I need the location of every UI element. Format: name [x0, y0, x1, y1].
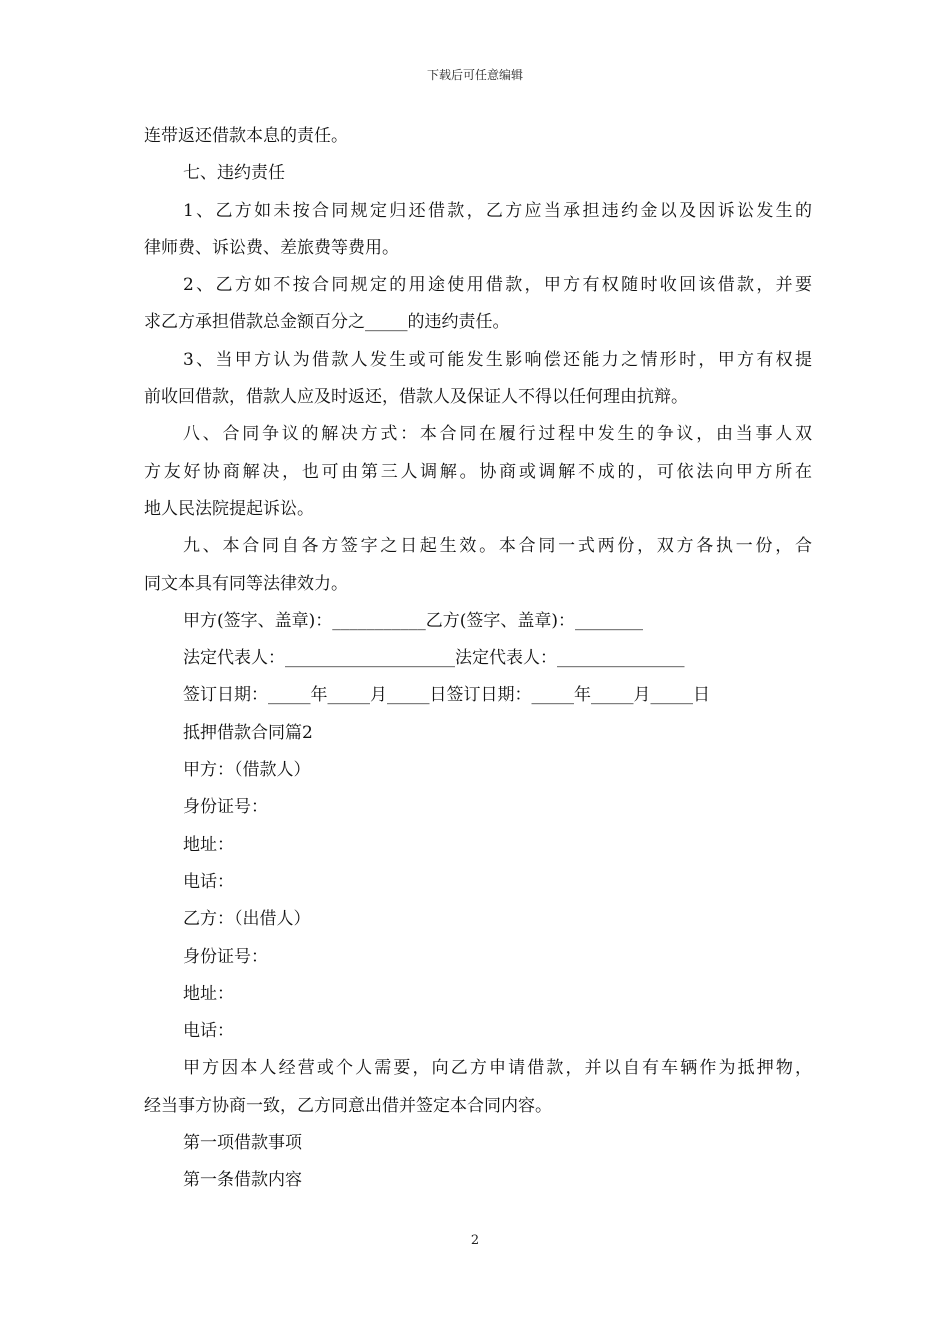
document-body	[144, 118, 812, 1200]
page-number: 2	[470, 1233, 480, 1248]
page-header: 下载后可任意编辑	[426, 68, 523, 82]
phone-label: 电话：	[183, 1021, 234, 1042]
section-heading: 第一项借款事项	[183, 1133, 302, 1154]
section-heading: 七、违约责任	[183, 163, 285, 184]
paragraph-line: 3、当甲方认为借款人发生或可能发生影响偿还能力之情形时，甲方有权提	[183, 349, 812, 370]
paragraph-line: 八、合同争议的解决方式：本合同在履行过程中发生的争议，由当事人双	[183, 424, 812, 445]
paragraph-line: 甲方因本人经营或个人需要，向乙方申请借款，并以自有车辆作为抵押物，	[183, 1058, 812, 1079]
paragraph-line: 方友好协商解决，也可由第三人调解。协商或调解不成的，可依法向甲方所在	[144, 461, 812, 482]
paragraph-line: 九、本合同自各方签字之日起生效。本合同一式两份，双方各执一份，合	[183, 536, 812, 557]
paragraph-line: 同文本具有同等法律效力。	[144, 573, 348, 594]
article-heading: 第一条借款内容	[183, 1170, 302, 1191]
representative-line: 法定代表人：____________________法定代表人：_______________	[183, 648, 685, 669]
paragraph-line: 连带返还借款本息的责任。	[144, 126, 348, 146]
party-a-label: 甲方：（借款人）	[183, 760, 311, 781]
id-number-label: 身份证号：	[183, 797, 268, 818]
paragraph-line: 求乙方承担借款总金额百分之_____的违约责任。	[144, 312, 510, 333]
paragraph-line: 律师费、诉讼费、差旅费等费用。	[144, 237, 399, 258]
paragraph-line: 1、乙方如未按合同规定归还借款，乙方应当承担违约金以及因诉讼发生的	[183, 200, 812, 221]
signing-date-line: 签订日期：_____年_____月_____日签订日期：_____年_____月_____日	[183, 685, 710, 706]
paragraph-line: 地人民法院提起诉讼。	[144, 498, 314, 519]
id-number-label: 身份证号：	[183, 946, 268, 967]
party-b-label: 乙方：（出借人）	[183, 909, 311, 930]
paragraph-line: 2、乙方如不按合同规定的用途使用借款，甲方有权随时收回该借款，并要	[183, 275, 812, 296]
paragraph-line: 前收回借款，借款人应及时返还，借款人及保证人不得以任何理由抗辩。	[144, 387, 688, 408]
section-title: 抵押借款合同篇2	[183, 722, 313, 743]
signature-line: 甲方(签字、盖章)：___________乙方(签字、盖章)：________	[183, 610, 644, 631]
address-label: 地址：	[183, 983, 234, 1004]
address-label: 地址：	[183, 834, 234, 855]
paragraph-line: 经当事方协商一致，乙方同意出借并签定本合同内容。	[144, 1095, 552, 1116]
phone-label: 电话：	[183, 871, 234, 892]
